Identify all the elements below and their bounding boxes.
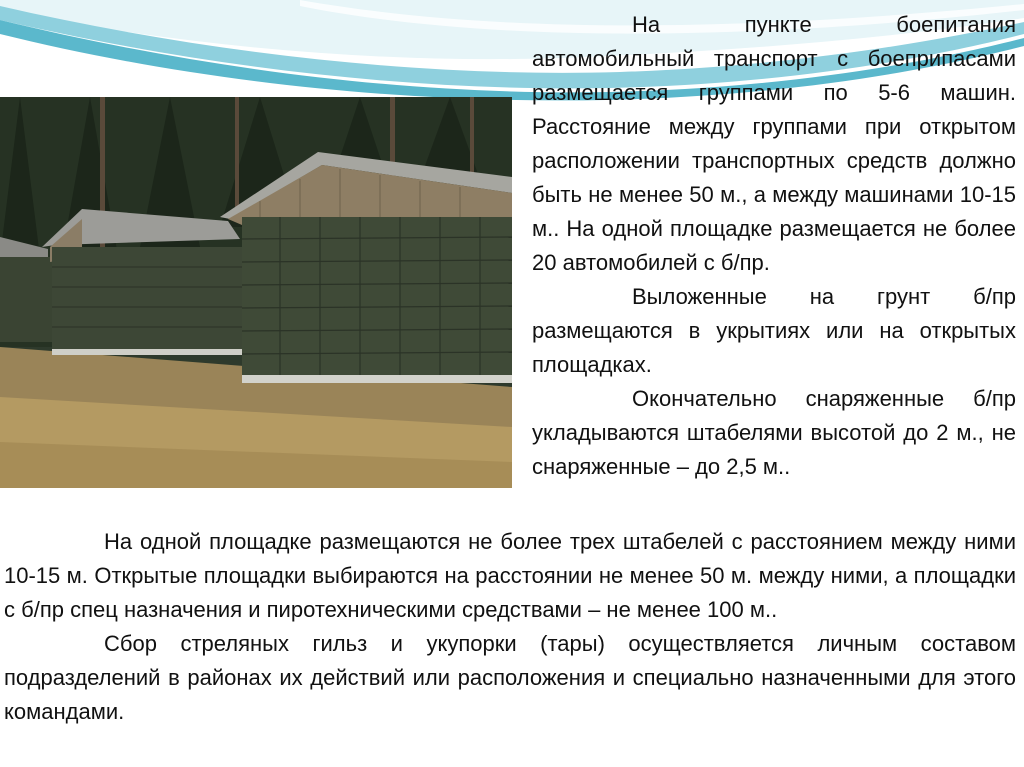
paragraph-casing-collection: Сбор стреляных гильз и укупорки (тары) осуществляется личным составом подразделений в районах их действий или расположения и специально назначенными для этого командами. <box>4 631 1016 724</box>
paragraph-stack-distance: На одной площадке размещаются не более трех штабелей с расстоянием между ними 10-15 м. Открытые площадки выбираются на расстоянии не менее 50 м. между ними, а площадки с б/пр спец назначения и пиротехническими средствами – не менее 100 м.. <box>4 529 1016 622</box>
bottom-text-block <box>4 525 1016 729</box>
ammunition-storage-photo <box>0 97 512 488</box>
paragraph-vehicle-placement: На пункте боепитания автомобильный транспорт с боеприпасами размещается группами по 5-6 машин. Расстояние между группами при открытом расположении транспортных средств должно быть не менее 50 м., а между машинами 10-15 м.. На одной площадке размещается не более 20 автомобилей с б/пр. <box>532 12 1016 275</box>
paragraph-stacking-height: Окончательно снаряженные б/пр укладываются штабелями высотой до 2 м., не снаряженные – до 2,5 м.. <box>532 386 1016 479</box>
right-text-column <box>532 8 1016 484</box>
paragraph-ground-placement: Выложенные на грунт б/пр размещаются в укрытиях или на открытых площадках. <box>532 284 1016 377</box>
